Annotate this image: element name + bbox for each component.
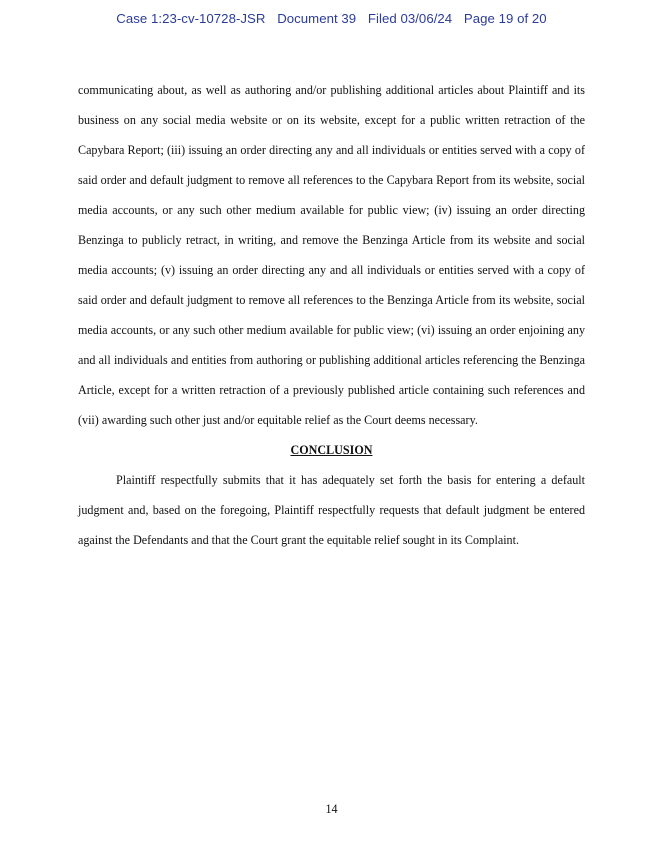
document-number: Document 39 (277, 11, 357, 26)
filed-date: Filed 03/06/24 (367, 11, 453, 26)
continuation-paragraph: communicating about, as well as authoring and/or publishing additional articles about Plaintiff and its business on any social media website or on its website, except for a public written retraction of the Capybara Report; (iii) issuing an order directing any and all individuals or entities served with a copy of said order and default judgment to remove all references to the Capybara Report from its website, social media accounts, or any such other medium available for public view; (iv) issuing an order directing Benzinga to publicly retract, in writing, and remove the Benzinga Article from its website and social media accounts; (v) issuing an order directing any and all individuals or entities served with a copy of said order and default judgment to remove all references to the Benzinga Article from its website, social media accounts, or any such other medium available for public view; (vi) issuing an order enjoining any and all individuals and entities from authoring or publishing additional articles referencing the Benzinga Article, except for a written retraction of a previously published article containing such references and (vii) awarding such other just and/or equitable relief as the Court deems necessary. (78, 83, 585, 427)
page-count: Page 19 of 20 (463, 11, 547, 26)
conclusion-paragraph: Plaintiff respectfully submits that it has adequately set forth the basis for entering a default judgment and, based on the foregoing, Plaintiff respectfully requests that default judgment be entered against the Defendants and that the Court grant the equitable relief sought in its Complaint. (78, 473, 585, 547)
document-body (78, 75, 585, 555)
ecf-filing-header (0, 11, 663, 26)
page-number: 14 (325, 802, 338, 816)
conclusion-heading: CONCLUSION (290, 443, 373, 457)
case-number: Case 1:23-cv-10728-JSR (116, 11, 266, 26)
